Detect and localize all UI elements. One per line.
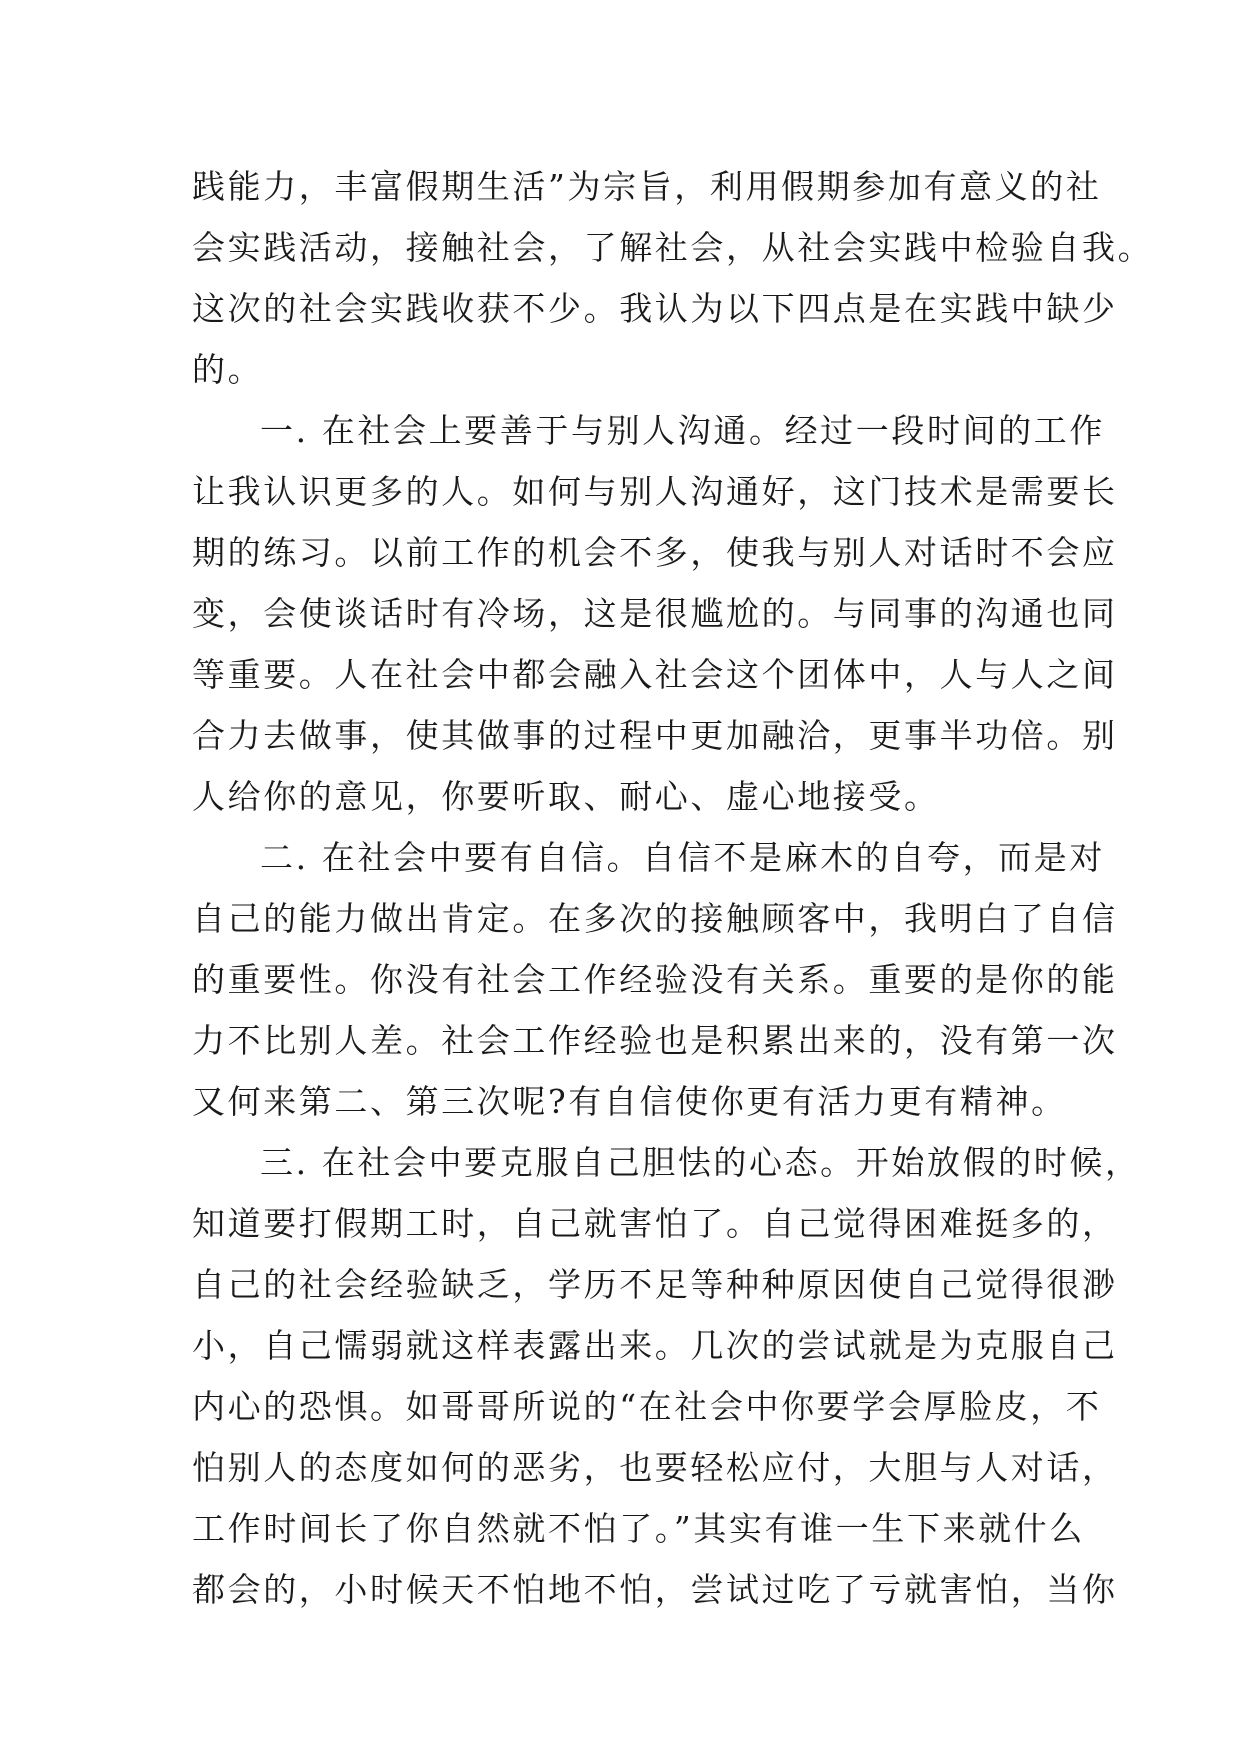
section-heading-line: 二. 在社会中要有自信。自信不是麻木的自夸，而是对 <box>260 838 1105 877</box>
text-line: 会实践活动，接触社会，了解社会，从社会实践中检验自我。 <box>192 228 1154 267</box>
text-line: 小，自己懦弱就这样表露出来。几次的尝试就是为克服自己 <box>192 1326 1118 1365</box>
text-line: 知道要打假期工时，自己就害怕了。自己觉得困难挺多的， <box>192 1204 1118 1243</box>
section-heading-line: 三. 在社会中要克服自己胆怯的心态。开始放假的时候， <box>260 1143 1141 1182</box>
text-line: 这次的社会实践收获不少。我认为以下四点是在实践中缺少 <box>192 289 1118 328</box>
text-line: 践能力，丰富假期生活”为宗旨，利用假期参加有意义的社 <box>192 167 1102 206</box>
text-line: 内心的恐惧。如哥哥所说的“在社会中你要学会厚脸皮，不 <box>192 1387 1102 1426</box>
text-line: 又何来第二、第三次呢?有自信使你更有活力更有精神。 <box>192 1082 1067 1121</box>
text-line: 变，会使谈话时有冷场，这是很尴尬的。与同事的沟通也同 <box>192 594 1118 633</box>
text-line: 力不比别人差。社会工作经验也是积累出来的，没有第一次 <box>192 1021 1118 1060</box>
text-line: 自己的社会经验缺乏，学历不足等种种原因使自己觉得很渺 <box>192 1265 1118 1304</box>
text-line: 自己的能力做出肯定。在多次的接触顾客中，我明白了自信 <box>192 899 1118 938</box>
text-line: 期的练习。以前工作的机会不多，使我与别人对话时不会应 <box>192 533 1118 572</box>
text-line: 都会的，小时候天不怕地不怕，尝试过吃了亏就害怕，当你 <box>192 1570 1118 1609</box>
text-line: 怕别人的态度如何的恶劣，也要轻松应付，大胆与人对话， <box>192 1448 1118 1487</box>
text-line: 等重要。人在社会中都会融入社会这个团体中，人与人之间 <box>192 655 1118 694</box>
text-line: 人给你的意见，你要听取、耐心、虚心地接受。 <box>192 777 940 816</box>
section-heading-line: 一. 在社会上要善于与别人沟通。经过一段时间的工作 <box>260 411 1105 450</box>
text-line: 的。 <box>192 350 264 389</box>
text-line: 让我认识更多的人。如何与别人沟通好，这门技术是需要长 <box>192 472 1118 511</box>
text-line: 的重要性。你没有社会工作经验没有关系。重要的是你的能 <box>192 960 1118 999</box>
text-line: 工作时间长了你自然就不怕了。”其实有谁一生下来就什么 <box>192 1509 1085 1548</box>
body-text <box>192 156 1154 1620</box>
text-line: 合力去做事，使其做事的过程中更加融洽，更事半功倍。别 <box>192 716 1118 755</box>
